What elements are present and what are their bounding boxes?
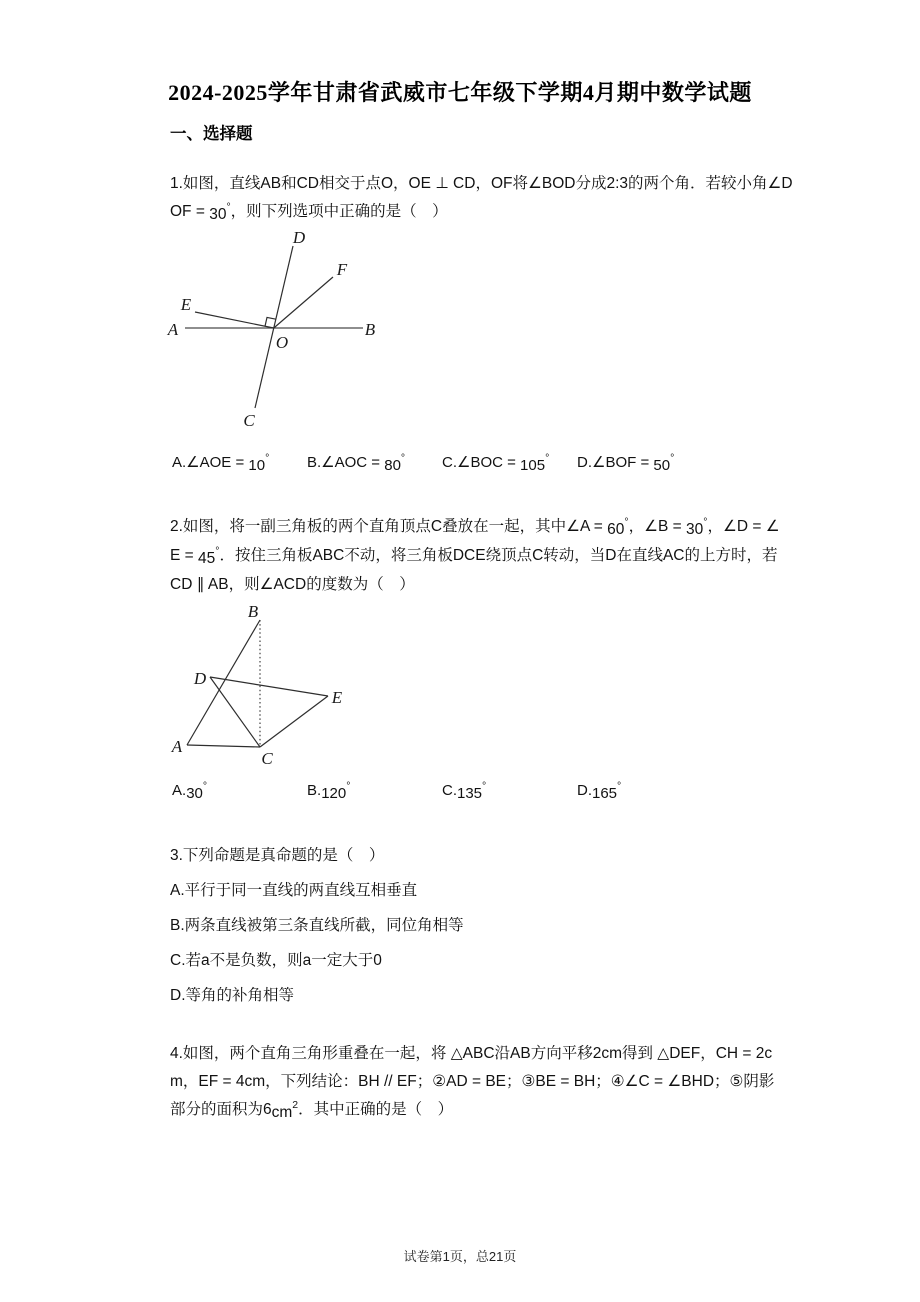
fig2-line-de	[210, 677, 328, 696]
question-2-option-d: D.165°	[577, 780, 622, 802]
question-2-line-2: E = 45°．按住三角板ABC不动，将三角板DCE绕顶点C转动，当D在直线AC的上方时，若	[170, 545, 778, 567]
question-2-option-a: A.30°	[172, 780, 208, 802]
question-3-stem: 3.下列命题是真命题的是（ ）	[170, 847, 385, 864]
fig1-label-o: O	[275, 333, 289, 352]
question-2-line-1: 2.如图，将一副三角板的两个直角顶点C叠放在一起，其中∠A = 60°，∠B = 30°，∠D = ∠	[170, 516, 780, 538]
question-1-option-b: B.∠AOC = 80°	[307, 452, 406, 474]
question-4-line-1: 4.如图，两个直角三角形重叠在一起，将 △ABC沿AB方向平移2cm得到 △DEF，CH = 2c	[170, 1045, 773, 1062]
question-3-option-c: C.若a不是负数，则a一定大于0	[170, 952, 382, 969]
fig2-line-ac	[187, 745, 260, 747]
question-2-text	[170, 513, 810, 599]
question-3-option-d: D.等角的补角相等	[170, 987, 295, 1004]
fig2-label-c: C	[261, 749, 273, 768]
question-1-figure	[160, 226, 410, 444]
section-heading: 一、选择题	[170, 125, 253, 143]
question-4-text	[170, 1040, 810, 1125]
question-2-line-3: CD ∥ AB，则∠ACD的度数为（ ）	[170, 576, 415, 593]
fig1-ray-of	[274, 277, 333, 328]
question-2-option-b: B.120°	[307, 780, 351, 802]
fig2-line-dc	[210, 677, 260, 747]
fig2-label-a: A	[171, 737, 183, 756]
question-4-line-2: m，EF = 4cm，下列结论：BH // EF；②AD = BE；③BE = BH；④∠C = ∠BHD；⑤阴影	[170, 1073, 775, 1090]
question-1-option-c: C.∠BOC = 105°	[442, 452, 550, 474]
question-1-line-1: 1.如图，直线AB和CD相交于点O，OE ⊥ CD，OF将∠BOD分成2:3的两个角．若较小角∠D	[170, 175, 793, 192]
fig1-label-b: B	[364, 320, 376, 339]
question-3-option-b: B.两条直线被第三条直线所截，同位角相等	[170, 917, 464, 934]
question-1-line-2: OF = 30°，则下列选项中正确的是（ ）	[170, 201, 448, 223]
question-1-option-d: D.∠BOF = 50°	[577, 452, 675, 474]
page-title: 2024-2025学年甘肃省武威市七年级下学期4月期中数学试题	[168, 80, 752, 105]
fig1-line-cd	[255, 246, 293, 408]
fig1-label-d: D	[292, 228, 306, 247]
fig2-label-d: D	[193, 669, 207, 688]
fig2-label-b: B	[247, 602, 259, 621]
question-1-option-a: A.∠AOE = 10°	[172, 452, 270, 474]
question-2-option-c: C.135°	[442, 780, 487, 802]
fig1-ray-oe	[195, 312, 274, 328]
question-1-text	[170, 170, 810, 227]
fig1-label-f: F	[336, 260, 348, 279]
fig1-label-e: E	[180, 295, 192, 314]
question-3-option-a: A.平行于同一直线的两直线互相垂直	[170, 882, 418, 899]
fig1-label-a: A	[167, 320, 179, 339]
fig2-label-e: E	[331, 688, 343, 707]
question-2-figure	[150, 600, 400, 772]
fig1-label-c: C	[243, 411, 255, 430]
fig2-line-ec	[260, 696, 328, 747]
page-footer: 试卷第1页，总21页	[403, 1249, 517, 1264]
question-3-text	[170, 838, 464, 1013]
question-4-line-3: 部分的面积为$6cm^2$．其中正确的是（ ）	[170, 1099, 454, 1121]
